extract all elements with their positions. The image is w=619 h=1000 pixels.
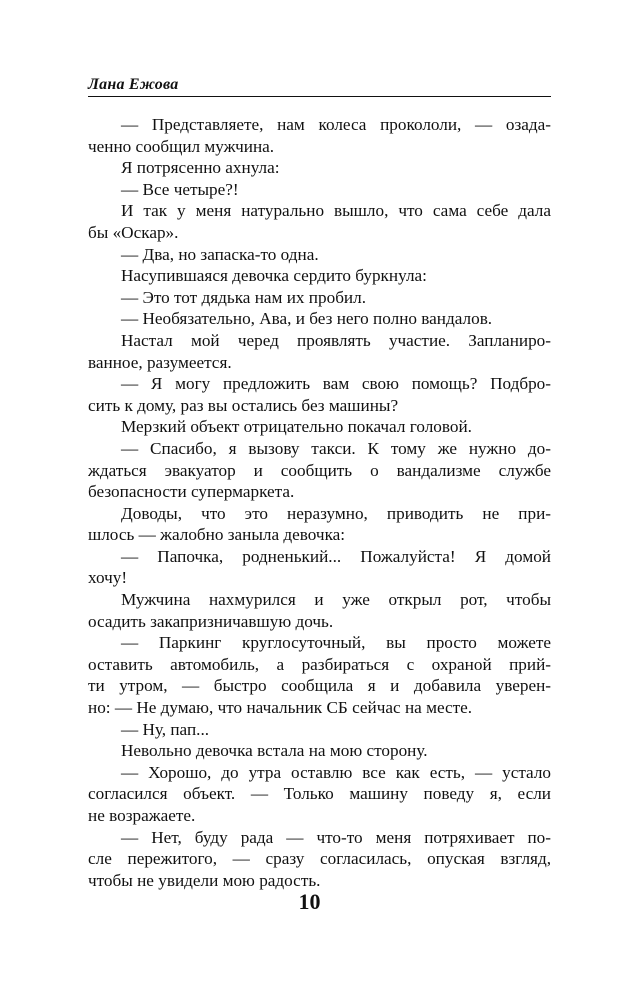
text-line: — Паркинг круглосуточный, вы просто можете xyxy=(121,633,551,653)
text-line: бы «Оскар». xyxy=(88,222,179,242)
text-line: — Необязательно, Ава, и без него полно вандалов. xyxy=(121,309,493,329)
text-line: согласился объект. — Только машину поведу я, если xyxy=(88,784,551,804)
text-line: чтобы не увидели мою радость. xyxy=(88,870,321,890)
text-line: сле пережитого, — сразу согласилась, опуская взгляд, xyxy=(88,849,551,869)
text-line: Я потрясенно ахнула: xyxy=(121,158,280,178)
text-line: ванное, разумеется. xyxy=(88,352,232,372)
text-line: оставить автомобиль, а разбираться с охраной прий- xyxy=(88,654,551,674)
text-line: Невольно девочка встала на мою сторону. xyxy=(121,741,428,761)
body-text xyxy=(88,114,551,891)
text-line: ченно сообщил мужчина. xyxy=(88,136,275,156)
text-line: не возражаете. xyxy=(88,806,196,825)
text-line: — Нет, буду рада — что-то меня потряхивает по- xyxy=(121,827,551,847)
text-line: но: — Не думаю, что начальник СБ сейчас на месте. xyxy=(88,698,473,718)
text-line: — Представляете, нам колеса прокололи, — озада- xyxy=(121,115,551,134)
text-line: шлось — жалобно заныла девочка: xyxy=(88,525,346,545)
text-line: ждаться эвакуатор и сообщить о вандализме службе xyxy=(88,460,551,480)
text-line: — Ну, пап... xyxy=(121,719,210,739)
text-line: И так у меня натурально вышло, что сама себе дала xyxy=(121,201,551,221)
text-line: — Папочка, родненький... Пожалуйста! Я домой xyxy=(121,546,551,566)
text-line: Мужчина нахмурился и уже открыл рот, чтобы xyxy=(121,590,551,610)
text-line: Мерзкий объект отрицательно покачал головой. xyxy=(121,417,472,437)
text-line: ти утром, — быстро сообщила я и добавила уверен- xyxy=(88,676,551,696)
text-line: — Спасибо, я вызову такси. К тому же нужно до- xyxy=(121,438,551,458)
text-line: Доводы, что это неразумно, приводить не при- xyxy=(121,503,551,523)
text-line: безопасности супермаркета. xyxy=(88,482,295,502)
text-line: хочу! xyxy=(88,568,128,588)
text-line: — Я могу предложить вам свою помощь? Подбро- xyxy=(121,374,551,394)
text-line: — Это тот дядька нам их пробил. xyxy=(121,287,367,307)
text-line: — Все четыре?! xyxy=(121,179,239,199)
text-line: Насупившаяся девочка сердито буркнула: xyxy=(121,266,427,286)
text-line: — Два, но запаска-то одна. xyxy=(121,244,319,264)
text-line: — Хорошо, до утра оставлю все как есть, — устало xyxy=(121,762,551,782)
text-line: Настал мой черед проявлять участие. Заплaниро- xyxy=(121,330,551,350)
text-line: осадить закапризничавшую дочь. xyxy=(88,611,334,631)
running-header-author: Лана Ежова xyxy=(88,76,179,93)
text-line: сить к дому, раз вы остались без машины? xyxy=(88,395,399,415)
header-rule xyxy=(88,96,551,97)
page-number: 10 xyxy=(298,889,321,914)
